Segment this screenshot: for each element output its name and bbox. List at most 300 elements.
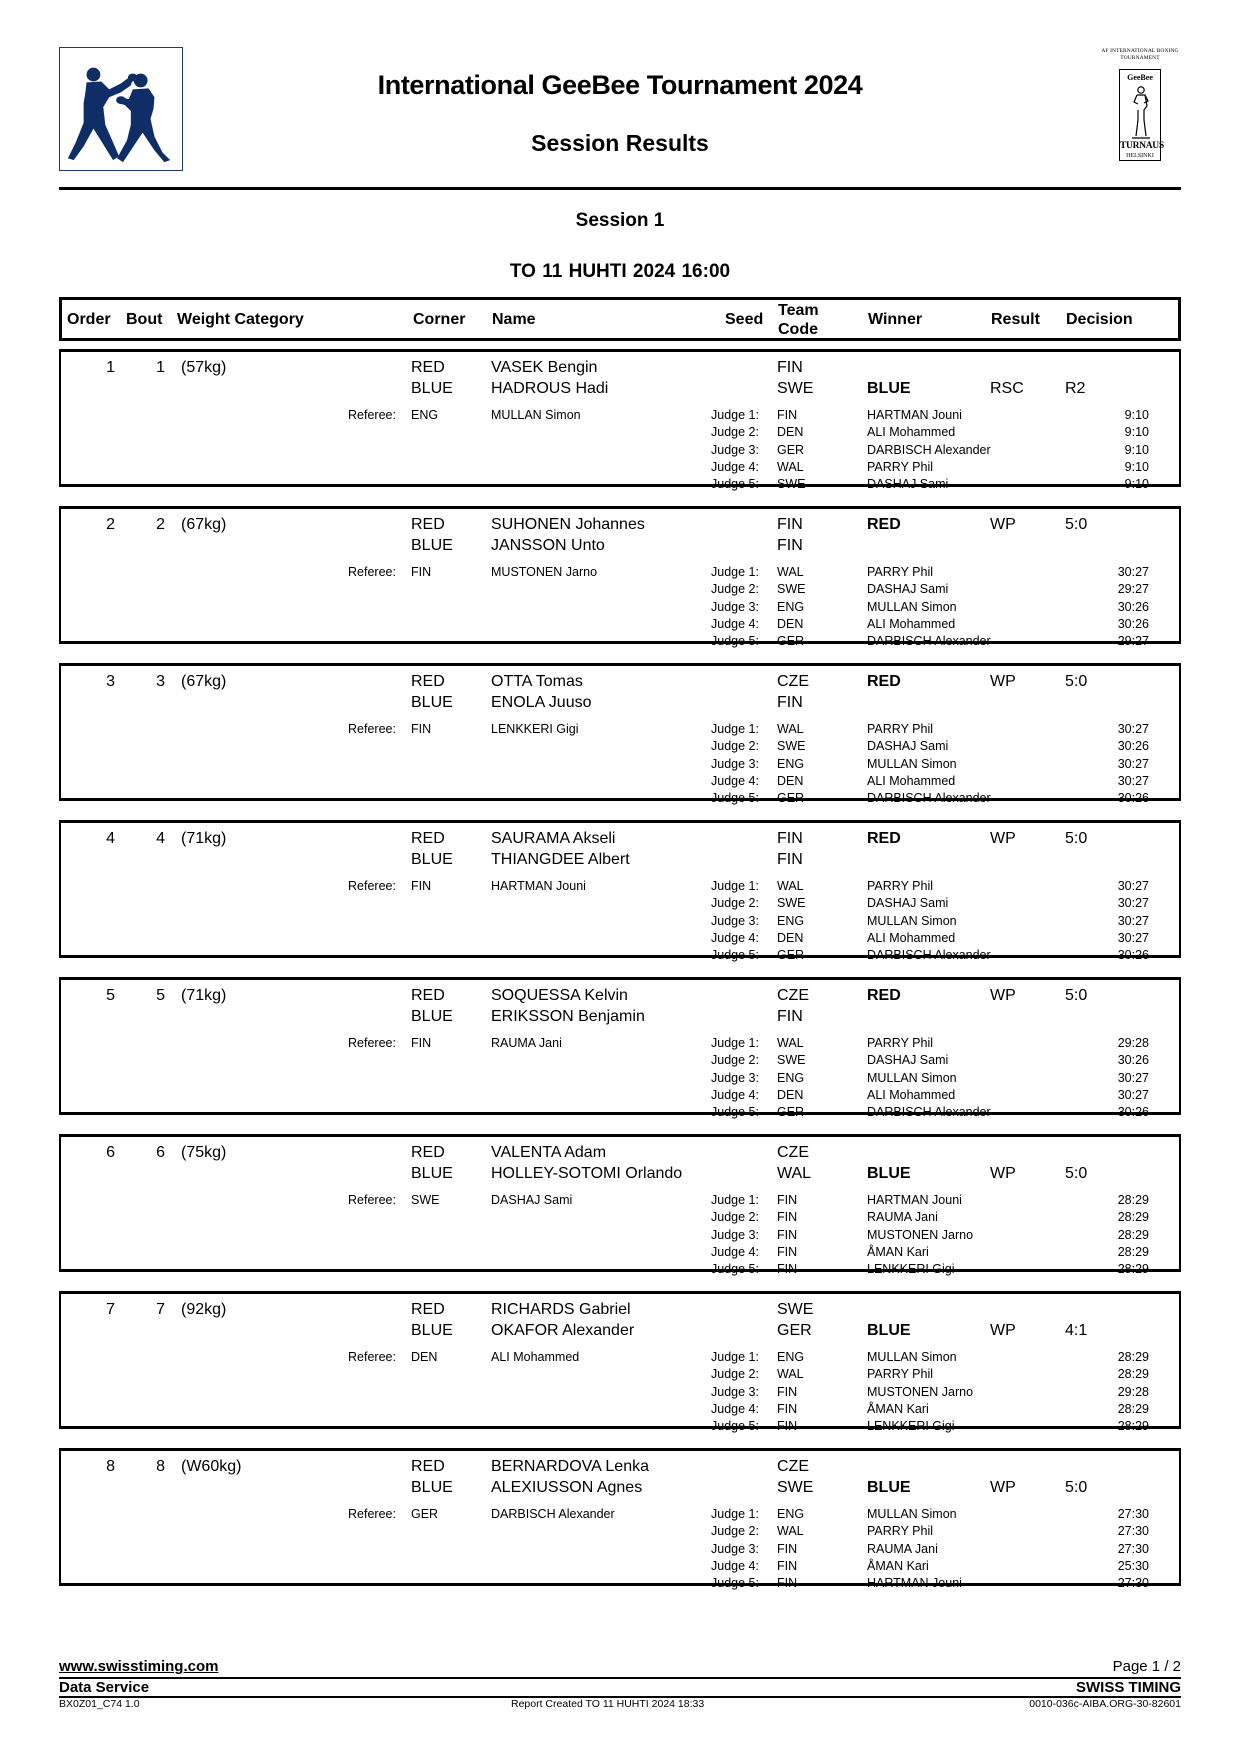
corner-blue-label: BLUE: [411, 537, 453, 554]
red-team-code: CZE: [777, 987, 809, 1004]
bout-order: 5: [106, 987, 115, 1004]
bout-order: 2: [106, 516, 115, 533]
judges-list: [711, 1193, 1181, 1279]
judge-score: 25:30: [1117, 1558, 1149, 1573]
decision-value: 5:0: [1065, 1479, 1088, 1496]
bout-order: 1: [106, 359, 115, 376]
judge-label: Judge 2:: [711, 739, 759, 754]
judge-country: GER: [777, 1105, 805, 1120]
bout-order: 3: [106, 673, 115, 690]
judges-list: [711, 565, 1181, 651]
judge-name: LENKKERI Gigi: [867, 1262, 955, 1277]
emblem-city-text: HELSINKI: [1126, 153, 1154, 159]
judge-country: FIN: [777, 1576, 798, 1591]
bout-number: 5: [156, 987, 165, 1004]
judge-row: [711, 425, 1181, 442]
judge-score: 30:27: [1117, 773, 1149, 788]
judge-row: [711, 617, 1181, 634]
judge-label: Judge 5:: [711, 1262, 759, 1277]
decision-value: 5:0: [1065, 830, 1088, 847]
referee-country: SWE: [411, 1193, 440, 1207]
judge-name: MULLAN Simon: [867, 599, 957, 614]
judge-row: [711, 1350, 1181, 1367]
judge-country: FIN: [777, 1384, 798, 1399]
judge-name: MULLAN Simon: [867, 1070, 957, 1085]
judges-list: [711, 879, 1181, 965]
judge-name: PARRY Phil: [867, 1367, 934, 1382]
judge-name: MULLAN Simon: [867, 756, 957, 771]
referee-name: MUSTONEN Jarno: [491, 565, 598, 579]
winner-corner: BLUE: [867, 1479, 911, 1496]
judges-list: [711, 722, 1181, 808]
result-type: WP: [990, 673, 1016, 690]
judge-score: 9:10: [1124, 408, 1149, 422]
judge-country: GER: [777, 948, 805, 963]
col-winner: Winner: [868, 311, 923, 328]
judge-score: 29:27: [1117, 582, 1149, 597]
judge-score: 27:30: [1117, 1524, 1149, 1539]
judge-label: Judge 1:: [711, 1193, 759, 1207]
judge-name: MULLAN Simon: [867, 1350, 957, 1364]
col-team-line2: Code: [778, 321, 818, 338]
judge-row: [711, 1193, 1181, 1210]
emblem-turnaus-text: TURNAUS: [1120, 141, 1164, 151]
referee-name: LENKKERI Gigi: [491, 722, 579, 736]
bout-number: 6: [156, 1144, 165, 1161]
bout-block: [59, 820, 1181, 963]
judges-list: [711, 408, 1181, 494]
corner-red-label: RED: [411, 830, 445, 847]
referee-country: ENG: [411, 408, 439, 422]
judge-country: FIN: [777, 1262, 798, 1277]
referee-label: Referee:: [348, 1507, 396, 1521]
judge-name: MULLAN Simon: [867, 1507, 957, 1521]
weight-category: (92kg): [181, 1301, 227, 1318]
judge-label: Judge 2:: [711, 1053, 759, 1068]
decision-value: 4:1: [1065, 1322, 1088, 1339]
judge-name: ALI Mohammed: [867, 1087, 956, 1102]
footer-row-1: [59, 1658, 1181, 1678]
judge-country: FIN: [777, 1419, 798, 1434]
corner-blue-label: BLUE: [411, 694, 453, 711]
red-team-code: FIN: [777, 516, 803, 533]
judge-country: ENG: [777, 599, 805, 614]
winner-corner: BLUE: [867, 1165, 911, 1182]
logo-caption-line1: AF INTERNATIONAL BOXING: [1101, 48, 1179, 54]
judge-name: ALI Mohammed: [867, 425, 956, 440]
result-type: WP: [990, 987, 1016, 1004]
judge-label: Judge 5:: [711, 1105, 759, 1120]
judge-label: Judge 1:: [711, 565, 759, 579]
judge-country: DEN: [777, 425, 804, 440]
judge-country: FIN: [777, 1244, 798, 1259]
footer-row-2: [59, 1679, 1181, 1697]
judge-score: 28:29: [1117, 1227, 1149, 1242]
judge-label: Judge 4:: [711, 930, 759, 945]
document-subtitle: Session Results: [531, 130, 709, 156]
judge-name: PARRY Phil: [867, 565, 934, 579]
judge-name: HARTMAN Jouni: [867, 1576, 962, 1591]
judge-name: DASHAJ Sami: [867, 896, 949, 911]
red-fighter-name: RICHARDS Gabriel: [491, 1301, 631, 1318]
bout-number: 7: [156, 1301, 165, 1318]
referee-label: Referee:: [348, 722, 396, 736]
blue-team-code: FIN: [777, 694, 803, 711]
bout-number: 3: [156, 673, 165, 690]
judge-label: Judge 5:: [711, 634, 759, 649]
judge-country: FIN: [777, 1227, 798, 1242]
judge-country: FIN: [777, 1210, 798, 1225]
referee-name: DASHAJ Sami: [491, 1193, 573, 1207]
judge-row: [711, 1053, 1181, 1070]
corner-red-label: RED: [411, 1144, 445, 1161]
judge-label: Judge 2:: [711, 1367, 759, 1382]
judge-label: Judge 4:: [711, 1244, 759, 1259]
winner-corner: BLUE: [867, 380, 911, 397]
judge-row: [711, 1367, 1181, 1384]
judge-score: 28:29: [1117, 1262, 1149, 1277]
judge-label: Judge 4:: [711, 459, 759, 474]
corner-blue-label: BLUE: [411, 1479, 453, 1496]
judge-name: PARRY Phil: [867, 459, 934, 474]
decision-value: 5:0: [1065, 1165, 1088, 1182]
col-order: Order: [67, 311, 111, 328]
judge-name: MUSTONEN Jarno: [867, 1384, 974, 1399]
bout-number: 1: [156, 359, 165, 376]
winner-corner: RED: [867, 673, 901, 690]
judge-country: ENG: [777, 756, 805, 771]
judge-country: ENG: [777, 1070, 805, 1085]
weight-category: (71kg): [181, 830, 227, 847]
judge-score: 9:10: [1124, 459, 1149, 474]
bout-number: 8: [156, 1458, 165, 1475]
judge-country: WAL: [777, 1367, 804, 1382]
judge-row: [711, 931, 1181, 948]
judge-label: Judge 1:: [711, 879, 759, 893]
judge-name: DARBISCH Alexander: [867, 442, 991, 457]
referee-name: MULLAN Simon: [491, 408, 581, 422]
red-fighter-name: OTTA Tomas: [491, 673, 583, 690]
website-link[interactable]: www.swisstiming.com: [59, 1658, 219, 1675]
red-fighter-name: BERNARDOVA Lenka: [491, 1458, 649, 1475]
bout-order: 6: [106, 1144, 115, 1161]
judge-label: Judge 5:: [711, 1576, 759, 1591]
weight-category: (57kg): [181, 359, 227, 376]
result-type: WP: [990, 1165, 1016, 1182]
blue-team-code: GER: [777, 1322, 812, 1339]
bout-number: 4: [156, 830, 165, 847]
judge-country: ENG: [777, 1507, 805, 1521]
judge-score: 29:28: [1117, 1036, 1149, 1050]
judge-score: 30:27: [1117, 930, 1149, 945]
blue-fighter-name: HADROUS Hadi: [491, 380, 609, 397]
judge-label: Judge 2:: [711, 582, 759, 597]
judge-label: Judge 3:: [711, 599, 759, 614]
corner-red-label: RED: [411, 359, 445, 376]
judge-row: [711, 757, 1181, 774]
judge-name: PARRY Phil: [867, 879, 934, 893]
judge-label: Judge 1:: [711, 1036, 759, 1050]
judge-row: [711, 443, 1181, 460]
judge-score: 27:30: [1117, 1541, 1149, 1556]
judge-score: 28:29: [1117, 1350, 1149, 1364]
judge-label: Judge 5:: [711, 1419, 759, 1434]
col-team-line1: Team: [778, 302, 819, 319]
judge-name: MUSTONEN Jarno: [867, 1227, 974, 1242]
report-reference: 0010-036c-AIBA.ORG-30-82601: [1029, 1698, 1181, 1710]
judge-score: 28:29: [1117, 1193, 1149, 1207]
judge-name: RAUMA Jani: [867, 1210, 938, 1225]
column-header-row: [59, 297, 1181, 341]
judge-label: Judge 5:: [711, 477, 759, 492]
corner-blue-label: BLUE: [411, 1322, 453, 1339]
red-team-code: FIN: [777, 359, 803, 376]
judge-score: 30:27: [1117, 913, 1149, 928]
judge-score: 9:10: [1124, 477, 1149, 492]
winner-corner: RED: [867, 516, 901, 533]
judge-score: 30:26: [1117, 1105, 1149, 1120]
judge-country: SWE: [777, 582, 806, 597]
judge-name: HARTMAN Jouni: [867, 1193, 962, 1207]
judge-country: GER: [777, 791, 805, 806]
judge-score: 30:27: [1117, 565, 1149, 579]
bout-block: [59, 349, 1181, 492]
judge-name: PARRY Phil: [867, 1524, 934, 1539]
judge-country: FIN: [777, 1541, 798, 1556]
judge-label: Judge 3:: [711, 1541, 759, 1556]
judge-label: Judge 4:: [711, 1401, 759, 1416]
referee-name: DARBISCH Alexander: [491, 1507, 615, 1521]
red-team-code: SWE: [777, 1301, 814, 1318]
judge-score: 30:27: [1117, 879, 1149, 893]
judge-label: Judge 3:: [711, 442, 759, 457]
judge-country: FIN: [777, 408, 798, 422]
referee-label: Referee:: [348, 879, 396, 893]
referee-country: FIN: [411, 879, 432, 893]
judge-row: [711, 1245, 1181, 1262]
document-title: International GeeBee Tournament 2024: [377, 70, 863, 100]
judge-score: 27:30: [1117, 1576, 1149, 1591]
judge-label: Judge 4:: [711, 1558, 759, 1573]
judge-label: Judge 3:: [711, 1227, 759, 1242]
judge-score: 30:27: [1117, 1087, 1149, 1102]
judge-row: [711, 1262, 1181, 1279]
col-seed: Seed: [725, 311, 764, 328]
report-created: Report Created TO 11 HUHTI 2024 18:33: [511, 1698, 705, 1710]
judge-name: PARRY Phil: [867, 1036, 934, 1050]
session-datetime: TO 11 HUHTI 2024 16:00: [509, 261, 731, 282]
weight-category: (67kg): [181, 516, 227, 533]
judge-name: ÅMAN Kari: [867, 1558, 929, 1573]
judges-list: [711, 1507, 1181, 1593]
judge-name: RAUMA Jani: [867, 1541, 938, 1556]
blue-team-code: SWE: [777, 1479, 814, 1496]
referee-label: Referee:: [348, 408, 396, 422]
judge-label: Judge 3:: [711, 756, 759, 771]
judge-country: GER: [777, 442, 805, 457]
judge-country: WAL: [777, 459, 804, 474]
weight-category: (71kg): [181, 987, 227, 1004]
judge-score: 30:27: [1117, 756, 1149, 771]
bout-order: 7: [106, 1301, 115, 1318]
judge-row: [711, 1419, 1181, 1436]
judge-country: ENG: [777, 1350, 805, 1364]
result-type: WP: [990, 830, 1016, 847]
judge-row: [711, 1542, 1181, 1559]
judge-row: [711, 791, 1181, 808]
corner-red-label: RED: [411, 516, 445, 533]
judge-row: [711, 1105, 1181, 1122]
judge-row: [711, 1210, 1181, 1227]
judge-label: Judge 4:: [711, 773, 759, 788]
judge-row: [711, 1524, 1181, 1541]
judges-list: [711, 1350, 1181, 1436]
decision-value: 5:0: [1065, 516, 1088, 533]
col-weight-category: Weight Category: [177, 311, 304, 328]
footer-row-3: [59, 1698, 1181, 1712]
judge-country: SWE: [777, 1053, 806, 1068]
page-indicator: Page 1 / 2: [1112, 1658, 1181, 1675]
judge-label: Judge 2:: [711, 896, 759, 911]
judge-row: [711, 1576, 1181, 1593]
winner-corner: BLUE: [867, 1322, 911, 1339]
decision-value: 5:0: [1065, 987, 1088, 1004]
bout-number: 2: [156, 516, 165, 533]
document-code: BX0Z01_C74 1.0: [59, 1698, 140, 1710]
judge-row: [711, 948, 1181, 965]
decision-value: 5:0: [1065, 673, 1088, 690]
judge-score: 9:10: [1124, 442, 1149, 457]
judge-row: [711, 477, 1181, 494]
bout-block: [59, 1291, 1181, 1434]
judge-country: WAL: [777, 565, 804, 579]
referee-name: HARTMAN Jouni: [491, 879, 586, 893]
judge-name: DASHAJ Sami: [867, 739, 949, 754]
blue-fighter-name: ENOLA Juuso: [491, 694, 592, 711]
judge-score: 27:30: [1117, 1507, 1149, 1521]
blue-fighter-name: ALEXIUSSON Agnes: [491, 1479, 643, 1496]
red-team-code: FIN: [777, 830, 803, 847]
judge-label: Judge 4:: [711, 1087, 759, 1102]
judge-row: [711, 408, 1181, 425]
judge-row: [711, 582, 1181, 599]
session-title: Session 1: [575, 210, 665, 231]
judge-name: PARRY Phil: [867, 722, 934, 736]
judge-score: 30:26: [1117, 616, 1149, 631]
judge-name: ÅMAN Kari: [867, 1244, 929, 1259]
judge-name: DARBISCH Alexander: [867, 948, 991, 963]
col-corner: Corner: [413, 311, 466, 328]
corner-blue-label: BLUE: [411, 851, 453, 868]
judge-label: Judge 3:: [711, 1384, 759, 1399]
judge-country: ENG: [777, 913, 805, 928]
referee-country: DEN: [411, 1350, 438, 1364]
blue-team-code: WAL: [777, 1165, 812, 1182]
judge-name: MULLAN Simon: [867, 913, 957, 928]
judge-country: FIN: [777, 1193, 798, 1207]
judge-country: DEN: [777, 616, 804, 631]
result-type: WP: [990, 1322, 1016, 1339]
judge-country: SWE: [777, 896, 806, 911]
judge-label: Judge 4:: [711, 616, 759, 631]
judge-row: [711, 879, 1181, 896]
judge-row: [711, 1385, 1181, 1402]
blue-fighter-name: HOLLEY-SOTOMI Orlando: [491, 1165, 683, 1182]
corner-red-label: RED: [411, 673, 445, 690]
red-fighter-name: VALENTA Adam: [491, 1144, 607, 1161]
judge-label: Judge 3:: [711, 913, 759, 928]
judge-row: [711, 914, 1181, 931]
bout-block: [59, 1134, 1181, 1277]
referee-country: GER: [411, 1507, 439, 1521]
judge-label: Judge 1:: [711, 408, 759, 422]
col-bout: Bout: [126, 311, 163, 328]
winner-corner: RED: [867, 987, 901, 1004]
judge-score: 28:29: [1117, 1419, 1149, 1434]
corner-blue-label: BLUE: [411, 1008, 453, 1025]
referee-label: Referee:: [348, 1193, 396, 1207]
col-team-code: [778, 301, 819, 339]
weight-category: (67kg): [181, 673, 227, 690]
winner-corner: RED: [867, 830, 901, 847]
blue-fighter-name: THIANGDEE Albert: [491, 851, 630, 868]
referee-label: Referee:: [348, 1036, 396, 1050]
judge-country: FIN: [777, 1558, 798, 1573]
judge-score: 30:26: [1117, 791, 1149, 806]
judge-name: HARTMAN Jouni: [867, 408, 962, 422]
judge-score: 30:27: [1117, 722, 1149, 736]
blue-team-code: SWE: [777, 380, 814, 397]
bout-order: 8: [106, 1458, 115, 1475]
blue-team-code: FIN: [777, 1008, 803, 1025]
judge-country: SWE: [777, 739, 806, 754]
referee-country: FIN: [411, 722, 432, 736]
judge-country: SWE: [777, 477, 806, 492]
judge-row: [711, 774, 1181, 791]
judge-score: 30:27: [1117, 1070, 1149, 1085]
judge-score: 9:10: [1124, 425, 1149, 440]
judge-label: Judge 2:: [711, 1210, 759, 1225]
corner-red-label: RED: [411, 987, 445, 1004]
judge-country: DEN: [777, 1087, 804, 1102]
judge-name: DASHAJ Sami: [867, 477, 949, 492]
judge-label: Judge 2:: [711, 1524, 759, 1539]
red-fighter-name: SUHONEN Johannes: [491, 516, 645, 533]
judge-row: [711, 1036, 1181, 1053]
judge-label: Judge 1:: [711, 1350, 759, 1364]
bout-block: [59, 977, 1181, 1120]
corner-blue-label: BLUE: [411, 1165, 453, 1182]
judge-name: ALI Mohammed: [867, 930, 956, 945]
judge-country: DEN: [777, 773, 804, 788]
judge-score: 30:26: [1117, 739, 1149, 754]
judge-row: [711, 634, 1181, 651]
judge-score: 29:28: [1117, 1384, 1149, 1399]
red-team-code: CZE: [777, 673, 809, 690]
judge-score: 30:26: [1117, 948, 1149, 963]
referee-name: ALI Mohammed: [491, 1350, 580, 1364]
judge-name: ALI Mohammed: [867, 616, 956, 631]
judge-name: DARBISCH Alexander: [867, 1105, 991, 1120]
swiss-timing-brand: SWISS TIMING: [1076, 1679, 1181, 1696]
judge-name: DARBISCH Alexander: [867, 634, 991, 649]
judge-country: WAL: [777, 1524, 804, 1539]
judge-label: Judge 5:: [711, 791, 759, 806]
referee-country: FIN: [411, 1036, 432, 1050]
bout-block: [59, 663, 1181, 806]
judge-label: Judge 3:: [711, 1070, 759, 1085]
judge-label: Judge 5:: [711, 948, 759, 963]
